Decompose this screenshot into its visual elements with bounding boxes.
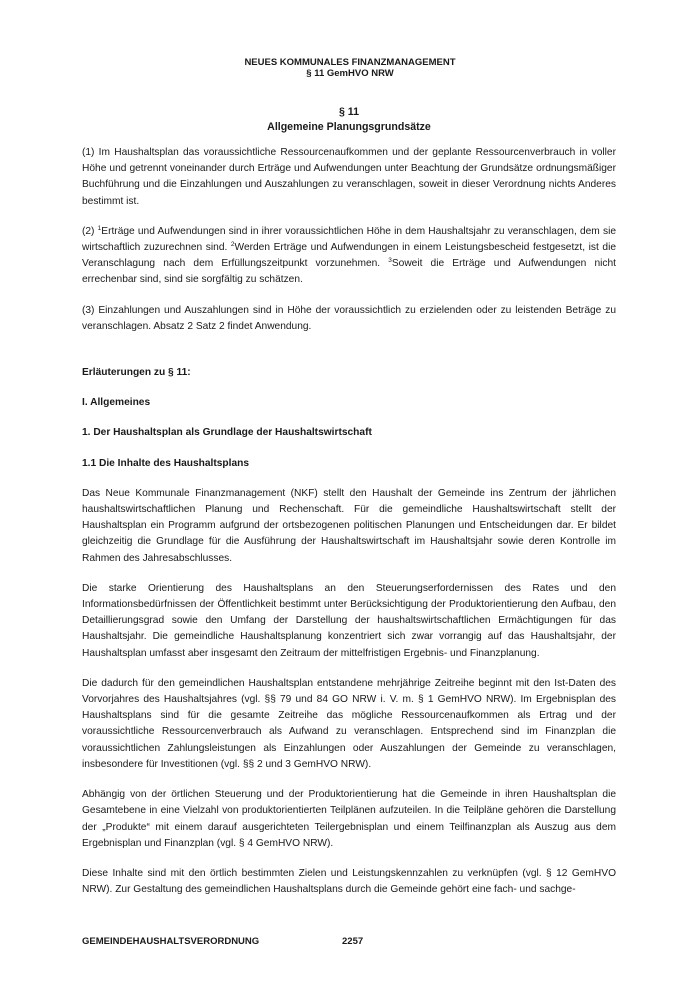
header-title: NEUES KOMMUNALES FINANZMANAGEMENT [244, 57, 456, 68]
page-number: 2257 [342, 936, 364, 947]
paragraph-2 [82, 224, 616, 289]
sentence-number-2: 2 [230, 241, 235, 249]
explanations-heading: Erläuterungen zu § 11: [82, 367, 191, 379]
section-number: § 11 [338, 106, 360, 118]
heading-1: 1. Der Haushaltsplan als Grundlage der Haushaltswirtschaft [82, 427, 372, 439]
header-subtitle: § 11 GemHVO NRW [306, 68, 394, 79]
main-content [82, 105, 616, 898]
heading-1-1: 1.1 Die Inhalte des Haushaltsplans [82, 457, 250, 469]
paragraph-2-prefix: (2) [82, 225, 98, 237]
text-paragraph-1: Das Neue Kommunale Finanzmanagement (NKF) stellt den Haushalt der Gemeinde ins Zentrum der jährlichen haushaltswirtschaftlichen Planung und Rechenschaft. Für die gemeindliche Haushaltswirtschaft stellt der Haushaltsplan ein Programm aufgrund der ortsbezogenen politischen Planungen und Entscheidungen dar. Er bildet gleichzeitig die Grundlage für die Ausführung der Haushaltswirtschaft im Haushaltsjahr sowie deren Kontrolle im Rahmen des Jahresabschlusses. [82, 487, 616, 564]
paragraph-2-sentence-3: Soweit die Erträge und Aufwendungen nicht errechenbar sind, sind sie sorgfältig zu schätzen. [82, 258, 616, 286]
paragraph-2-sentence-2: Werden Erträge und Aufwendungen in einem Leistungsbescheid festgesetzt, ist die Veranschlagung nach dem Erfüllungszeitpunkt vorzunehmen. [82, 242, 616, 270]
paragraph-2-sentence-1: Erträge und Aufwendungen sind in ihrer voraussichtlichen Höhe in dem Haushaltsjahr zu veranschlagen, dem sie wirtschaftlich zuzurechnen sind. [82, 225, 617, 254]
section-title: Allgemeine Planungsgrundsätze [267, 121, 431, 133]
heading-general: I. Allgemeines [82, 397, 151, 409]
text-paragraph-2: Die starke Orientierung des Haushaltsplans an den Steuerungserfordernissen des Rates und den Informationsbedürfnissen der Öffentlichkeit bestimmt unter Berücksichtigung der Produktorientierung den Aufbau, den Detaillierungsgrad sowie den Umfang der Darstellung der haushaltswirtschaftlichen Ermächtigungen für das Haushaltsjahr. Die gemeindliche Haushaltsplanung konzentriert sich zwar vorrangig auf das Haushaltsjahr, der Haushaltsplan umfasst aber insgesamt den Zeitraum der mittelfristigen Ergebnis- und Finanzplanung. [82, 582, 616, 659]
footer-title: GEMEINDEHAUSHALTSVERORDNUNG [82, 936, 260, 947]
paragraph-1: (1) Im Haushaltsplan das voraussichtliche Ressourcenaufkommen und der geplante Ressourcenverbrauch in voller Höhe und getrennt voneinander durch Erträge und Aufwendungen unter Beachtung der Grundsätze ordnungsmäßiger Buchführung und die Einzahlungen und Auszahlungen zu veranschlagen, soweit in dieser Verordnung nichts Anderes bestimmt ist. [82, 147, 616, 207]
sentence-number-3: 3 [388, 257, 392, 265]
text-paragraph-5: Diese Inhalte sind mit den örtlich bestimmten Zielen und Leistungskennzahlen zu verknüpfen (vgl. § 12 GemHVO NRW). Zur Gestaltung des gemeindlichen Haushaltsplans durch die Gemeinde gehört eine fach- und sachge- [82, 867, 616, 896]
paragraph-3: (3) Einzahlungen und Auszahlungen sind in Höhe der voraussichtlich zu erzielenden oder zu leistenden Beträge zu veranschlagen. Absatz 2 Satz 2 findet Anwendung. [82, 304, 616, 332]
text-paragraph-3: Die dadurch für den gemeindlichen Haushaltsplan entstandene mehrjährige Zeitreihe beginnt mit den Ist-Daten des Vorvorjahres des Haushaltsjahres (vgl. §§ 79 und 84 GO NRW i. V. m. § 1 GemHVO NRW). Im Ergebnisplan des Haushaltsplans sind für die gesamte Zeitreihe das mögliche Ressourcenaufkommen als Ertrag und der voraussichtliche Ressourcenverbrauch als Aufwand zu veranschlagen. Entsprechend sind im Finanzplan die voraussichtlichen Zahlungsleistungen als Einzahlungen oder Auszahlungen der Gemeinde zu veranschlagen, insbesondere für Investitionen (vgl. §§ 2 und 3 GemHVO NRW). [82, 677, 616, 770]
sentence-number-1: 1 [97, 224, 102, 232]
running-header [0, 57, 700, 79]
text-paragraph-4: Abhängig von der örtlichen Steuerung und der Produktorientierung hat die Gemeinde in ihren Haushaltsplan die Gesamtebene in eine Vielzahl von produktorientierten Teilplänen aufzuteilen. In die Teilpläne gehören die Darstellung der „Produkte“ mit einem darauf ausgerichteten Teilergebnisplan und einem Teilfinanzplan als Auszug aus dem Ergebnisplan und Finanzplan (vgl. § 4 GemHVO NRW). [82, 789, 616, 849]
